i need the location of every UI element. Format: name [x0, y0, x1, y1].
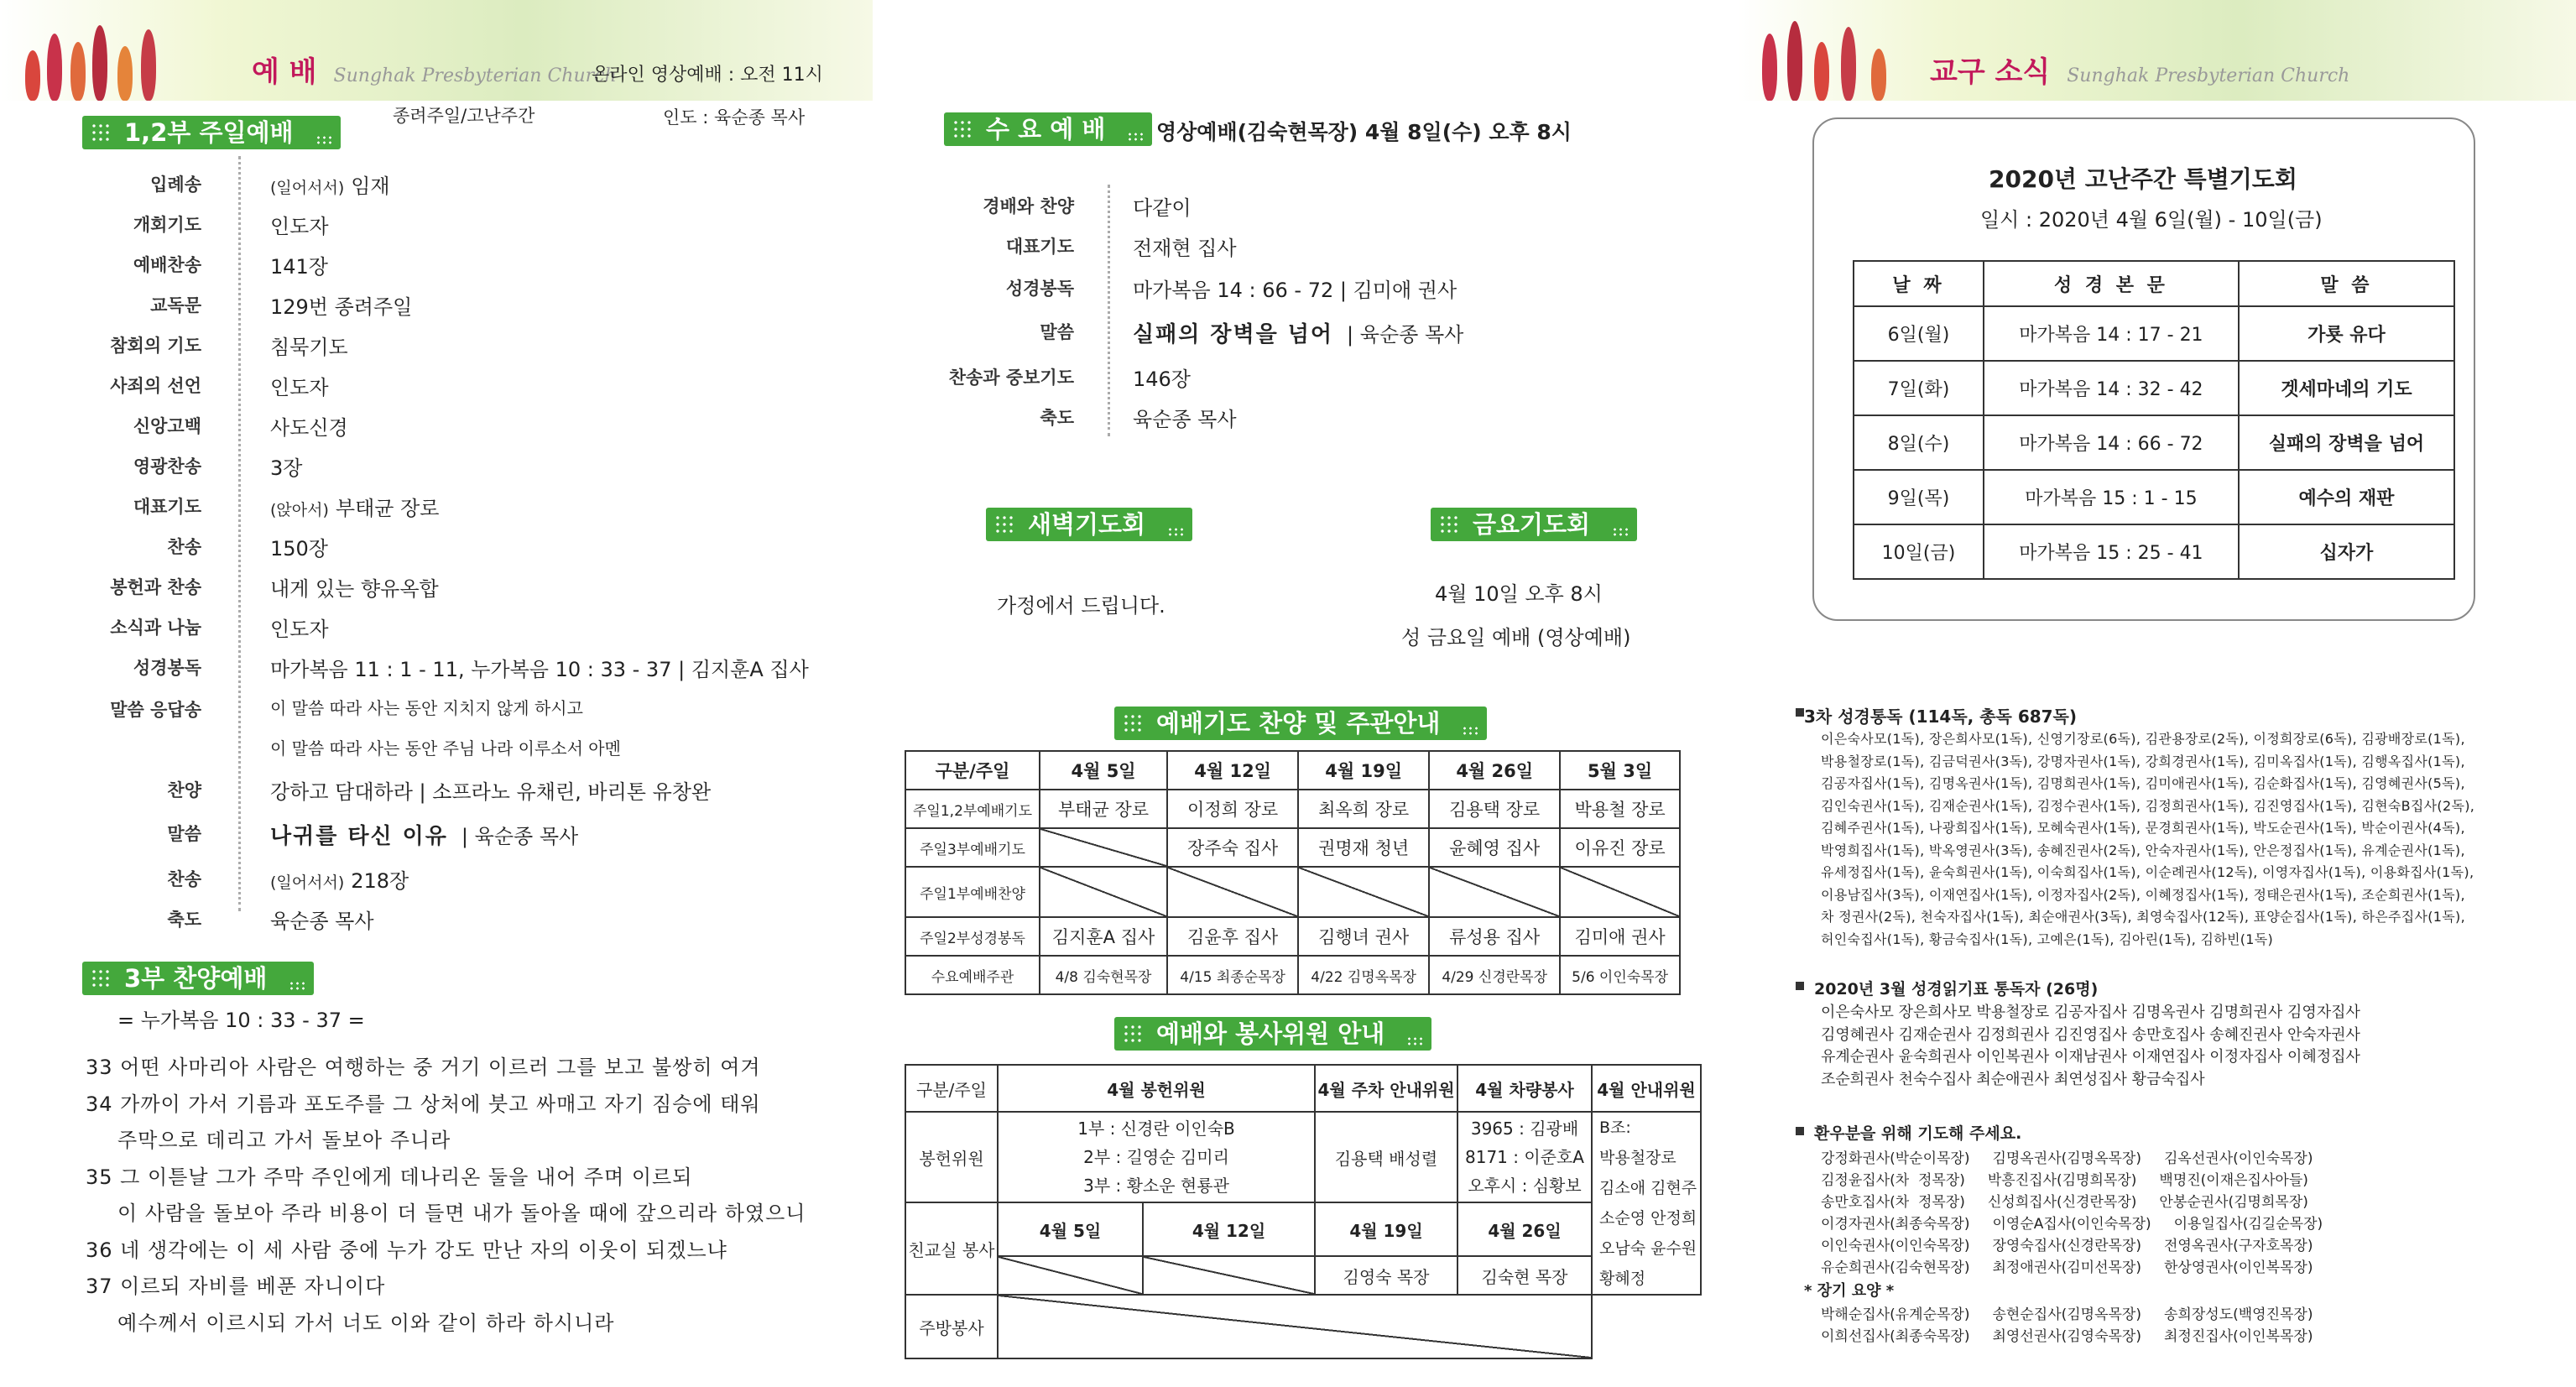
col-offer: 4월 봉헌위원 — [998, 1065, 1315, 1112]
order-label: 예배찬송 — [133, 255, 201, 275]
worship-title: 예 배 Sunghak Presbyterian Church — [252, 55, 617, 89]
order-value — [270, 819, 578, 850]
order-value — [270, 572, 439, 602]
order-text: 인도자 — [270, 618, 329, 641]
table-cell: 김미애 권사 — [1560, 917, 1680, 956]
longterm-heading: * 장기 요양 * — [1804, 1282, 1895, 1300]
wed-text: 실패의 장벽을 넘어 — [1133, 322, 1334, 347]
table-header: 구분/주일 — [905, 751, 1040, 790]
order-label: 영광찬송 — [133, 456, 201, 477]
wed-text: 마가복음 14 : 66 - 72 | 김미애 권사 — [1133, 279, 1457, 302]
bullet-icon — [1796, 708, 1804, 717]
table-cell: 박용철 장로 — [1560, 790, 1680, 828]
section-heading: 3차 성경통독 (114독, 총독 687독) — [1804, 707, 2078, 727]
table-cell: 7일(화) — [1854, 361, 1984, 415]
table-cell: 류성용 집사 — [1429, 917, 1560, 956]
reader-line: 허인숙집사(1독), 황금숙집사(1독), 고예은(1독), 김아린(1독), 김하빈(1독) — [1821, 931, 2274, 947]
order-label: 찬송 — [167, 869, 201, 889]
empty-cell — [1040, 828, 1167, 867]
order-text: 150장 — [270, 537, 328, 561]
order-text: 129번 종려주일 — [270, 295, 413, 319]
special-date: 일시 : 2020년 4월 6일(월) - 10일(금) — [1980, 208, 2323, 232]
table-header: 성 경 본 문 — [1984, 261, 2239, 306]
table-cell: 장주숙 집사 — [1167, 828, 1298, 867]
order-value — [270, 653, 809, 682]
patient-line: 이희선집사(최종숙목장) 최영선권사(김영숙목장) 최정진집사(이인복목장) — [1821, 1328, 2313, 1345]
order-text: 이 말씀 따라 사는 동안 주님 나라 이루소서 아멘 — [270, 738, 621, 759]
part12-banner: 1,2부 주일예배 — [82, 116, 341, 149]
table-header: 4월 26일 — [1429, 751, 1560, 790]
reader-line: 박용철장로(1독), 김금덕권사(3독), 강명자권사(1독), 강희경권사(1독), 김미옥집사(1독), 김행옥집사(1독), — [1821, 753, 2465, 769]
reader-line: 박영희집사(1독), 박옥영권사(3독), 송혜진권사(2독), 안숙자권사(1독), 안은정집사(1독), 유계순권사(1독), — [1821, 842, 2465, 858]
table-cell: 이유진 장로 — [1560, 828, 1680, 867]
dawn-text: 가정에서 드립니다. — [997, 594, 1165, 618]
order-label: 말씀 응답송 — [110, 700, 201, 720]
guide-name: 오남숙 윤수원 — [1599, 1239, 1697, 1258]
verse-line: 예수께서 이르시되 가서 너도 이와 같이 하라 하시니라 — [117, 1311, 615, 1335]
table-cell: 예수의 재판 — [2239, 470, 2454, 524]
wed-value — [1133, 232, 1237, 261]
verse-line: 35 그 이튿날 그가 주막 주인에게 데나리온 둘을 내어 주며 이르되 — [86, 1165, 693, 1189]
special-prayer-table — [1853, 260, 2455, 580]
table-cell: 마가복음 14 : 32 - 42 — [1984, 361, 2239, 415]
col-vehicle: 4월 차량봉사 — [1457, 1065, 1592, 1112]
reader-line: 이은숙사모 장은희사모 박용철장로 김공자집사 김명옥권사 김명희권사 김영자집사 — [1821, 1004, 2360, 1021]
order-label: 찬양 — [167, 780, 201, 800]
wed-text: 다같이 — [1133, 196, 1192, 220]
order-label: 소식과 나눔 — [110, 618, 201, 638]
wed-banner: 수 요 예 배 — [944, 112, 1152, 146]
empty-cell — [1298, 867, 1429, 917]
order-value — [270, 775, 711, 805]
order-value — [270, 290, 412, 320]
section-heading: 2020년 3월 성경읽기표 통독자 (26명) — [1814, 980, 2099, 999]
table-cell: 10일(금) — [1854, 524, 1984, 579]
reader-line: 조순희권사 천숙수집사 최순애권사 최연성집사 황금숙집사 — [1821, 1070, 2205, 1088]
verse-line: 이 사람을 돌보아 주라 비용이 더 들면 내가 돌아올 때에 갚으리라 하였으니 — [117, 1202, 806, 1225]
order-value — [270, 210, 329, 239]
table-header: 4월 19일 — [1298, 751, 1429, 790]
table-cell: 권명재 청년 — [1298, 828, 1429, 867]
wed-value — [1133, 403, 1237, 432]
table-cell: 6일(월) — [1854, 306, 1984, 361]
order-label: 축도 — [167, 910, 201, 930]
table-cell: 주일2부성경봉독 — [905, 917, 1040, 956]
wed-value — [1133, 191, 1192, 221]
table-cell: 마가복음 15 : 25 - 41 — [1984, 524, 2239, 579]
verse-line: 34 가까이 가서 기름과 포도주를 그 상처에 붓고 싸매고 자기 짐승에 태워 — [86, 1092, 761, 1116]
parking-cell: 김용택 배성렬 — [1315, 1112, 1457, 1202]
table-cell: 5/6 이인숙목장 — [1560, 956, 1680, 994]
order-label: 신앙고백 — [133, 416, 201, 436]
guide-name: 황혜정 — [1599, 1270, 1646, 1288]
reader-line: 유세정집사(1독), 윤숙희권사(1독), 이숙희집사(1독), 이순례권사(12독), 이영자집사(1독), 이용화집사(1독), — [1821, 864, 2474, 880]
col-parking: 4월 주차 안내위원 — [1315, 1065, 1457, 1112]
order-text: 침묵기도 — [270, 336, 348, 359]
order-label: 입례송 — [150, 175, 201, 195]
verse-line: 36 네 생각에는 이 세 사람 중에 누가 강도 만난 자의 이웃이 되겠느냐 — [86, 1238, 727, 1262]
wed-value — [1133, 317, 1463, 348]
order-text: 육순종 목사 — [270, 910, 374, 933]
order-value — [270, 905, 374, 934]
order-label: 참회의 기도 — [110, 336, 201, 356]
order-text: 141장 — [270, 255, 328, 279]
order-text-2: | 육순종 목사 — [461, 825, 579, 848]
col-division: 구분/주일 — [905, 1065, 998, 1112]
sunday-name: 종려주일/고난주간 — [393, 106, 535, 126]
empty-cell — [1040, 867, 1167, 917]
guide-name: 소순영 안정희 — [1599, 1209, 1697, 1228]
reader-line: 차 정권사(2독), 천숙자집사(1독), 최순애권사(3독), 최영숙집사(12독), 표양순집사(1독), 하은주집사(1독), — [1821, 909, 2465, 925]
order-text: 218장 — [351, 869, 409, 893]
table-header: 4월 5일 — [1040, 751, 1167, 790]
order-text: 나귀를 타신 이유 — [270, 824, 448, 849]
bullet-icon — [1796, 982, 1804, 990]
table-cell: 4/29 신경란목장 — [1429, 956, 1560, 994]
order-prefix: (일어서서) — [270, 179, 345, 197]
table-cell: 가룟 유다 — [2239, 306, 2454, 361]
patient-line: 송만호집사(차 정목장) 신성희집사(신경란목장) 안봉순권사(김명희목장) — [1821, 1194, 2308, 1211]
service-table — [905, 1064, 1702, 1359]
verse-line: 주막으로 데리고 가서 돌보아 주니라 — [117, 1129, 451, 1152]
section-heading: 환우분을 위해 기도해 주세요. — [1814, 1124, 2022, 1143]
guide-name: B조: — [1599, 1118, 1631, 1137]
patient-line: 박해순집사(유계순목장) 송현순집사(김명옥목장) 송희장성도(백영진목장) — [1821, 1306, 2313, 1323]
online-service: 온라인 영상예배 : 오전 11시 — [592, 65, 823, 86]
table-cell: 최옥희 장로 — [1298, 790, 1429, 828]
table-cell: 마가복음 15 : 1 - 15 — [1984, 470, 2239, 524]
order-value — [270, 532, 328, 561]
wed-value — [1133, 274, 1457, 303]
order-value — [270, 411, 348, 441]
table-cell: 윤혜영 집사 — [1429, 828, 1560, 867]
wed-label: 말씀 — [1040, 322, 1074, 342]
dotted-divider — [238, 156, 241, 911]
table-cell: 부태균 장로 — [1040, 790, 1167, 828]
patient-line: 유순희권사(김숙현목장) 최정애권사(김미선목장) 한상영권사(이인복목장) — [1821, 1259, 2313, 1276]
order-text: 사도신경 — [270, 416, 348, 440]
order-value — [270, 331, 348, 360]
prayer-banner: 예배기도 찬양 및 주관안내 — [1114, 707, 1487, 740]
fellowship-label: 친교실 봉사 — [905, 1202, 998, 1295]
order-value — [270, 169, 390, 199]
friday-banner: 금요기도회 — [1431, 508, 1637, 541]
wed-text: 146장 — [1133, 368, 1191, 391]
table-cell: 김용택 장로 — [1429, 790, 1560, 828]
table-cell: 실패의 장벽을 넘어 — [2239, 415, 2454, 470]
friday-time: 4월 10일 오후 8시 — [1435, 582, 1603, 606]
friday-service: 성 금요일 예배 (영상예배) — [1401, 626, 1631, 649]
service-banner: 예배와 봉사위원 안내 — [1114, 1017, 1431, 1051]
order-prefix: (앉아서) — [270, 501, 329, 519]
empty-cell — [1143, 1256, 1315, 1295]
order-value — [270, 695, 583, 719]
empty-cell — [1560, 867, 1680, 917]
reader-line: 유계순권사 윤숙희권사 이인복권사 이재남권사 이재연집사 이정자집사 이혜정집사 — [1821, 1048, 2360, 1066]
part3-reference: = 누가복음 10 : 33 - 37 = — [117, 1009, 365, 1032]
order-text: 강하고 담대하라 | 소프라노 유채린, 바리톤 유창완 — [270, 780, 712, 804]
wed-label: 대표기도 — [1005, 237, 1074, 257]
leader: 인도 : 육순종 목사 — [663, 107, 806, 128]
table-cell: 마가복음 14 : 66 - 72 — [1984, 415, 2239, 470]
table-cell: 김윤후 집사 — [1167, 917, 1298, 956]
order-text: 내게 있는 향유옥합 — [270, 577, 439, 601]
bullet-icon — [1796, 1127, 1804, 1135]
wed-label: 축도 — [1040, 408, 1074, 428]
order-text: 인도자 — [270, 215, 329, 238]
table-cell: 수요예배주관 — [905, 956, 1040, 994]
order-text: 이 말씀 따라 사는 동안 지치지 않게 하시고 — [270, 698, 583, 718]
kitchen-label: 주방봉사 — [905, 1295, 998, 1358]
reader-line: 이은숙사모(1독), 장은희사모(1독), 신영기장로(6독), 김관용장로(2독), 이정희장로(6독), 김광배장로(1독), — [1821, 731, 2465, 747]
guide-name: 김소애 김현주 — [1599, 1179, 1697, 1197]
date-header: 4월 19일 — [1315, 1202, 1457, 1256]
reader-line: 김공자집사(1독), 김명옥권사(1독), 김명희권사(1독), 김미애권사(1독), 김순화집사(1독), 김영혜권사(5독), — [1821, 775, 2465, 791]
empty-cell — [1429, 867, 1560, 917]
wed-info: 영상예배(김숙현목장) 4월 8일(수) 오후 8시 — [1156, 120, 1572, 144]
table-cell: 4/22 김명옥목장 — [1298, 956, 1429, 994]
wed-label: 찬송과 중보기도 — [948, 368, 1074, 388]
vehicle-cell: 3965 : 김광배 8171 : 이준호A 오후시 : 심황보 — [1457, 1112, 1592, 1202]
order-value — [270, 613, 329, 642]
guide-cell — [1592, 1112, 1701, 1295]
table-cell: 주일1부예배찬양 — [905, 867, 1040, 917]
order-text: 마가복음 11 : 1 - 11, 누가복음 10 : 33 - 37 | 김지훈A 집사 — [270, 658, 809, 681]
table-cell: 4/15 최종순목장 — [1167, 956, 1298, 994]
wed-text: 육순종 목사 — [1133, 408, 1237, 431]
fellowship-cell: 김영숙 목장 — [1315, 1256, 1457, 1295]
table-cell: 십자가 — [2239, 524, 2454, 579]
order-value — [270, 371, 329, 400]
wed-value — [1133, 362, 1191, 392]
order-label: 말씀 — [167, 824, 201, 844]
dawn-banner: 새벽기도회 — [986, 508, 1192, 541]
order-text: 부태균 장로 — [335, 497, 440, 520]
table-cell: 8일(수) — [1854, 415, 1984, 470]
wed-text-2: | 육순종 목사 — [1347, 323, 1464, 347]
verse-line: 33 어떤 사마리아 사람은 여행하는 중 거기 이르러 그를 보고 불쌍히 여겨 — [86, 1056, 761, 1079]
order-text: 인도자 — [270, 376, 329, 399]
order-label: 봉헌과 찬송 — [110, 577, 201, 597]
table-cell: 주일1,2부예배기도 — [905, 790, 1040, 828]
offer-cell: 1부 : 신경란 이인숙B 2부 : 길영순 김미리 3부 : 황소운 현룡관 — [998, 1112, 1315, 1202]
order-value — [270, 250, 328, 279]
reader-line: 이용남집사(3독), 이재연집사(1독), 이정자집사(2독), 이혜정집사(1독), 정태은권사(1독), 조순희권사(1독), — [1821, 886, 2465, 903]
order-text: 3장 — [270, 456, 303, 480]
reader-line: 김인숙권사(1독), 김재순권사(1독), 김정수권사(1독), 김정희권사(1독), 김진영집사(1독), 김현숙B집사(2독), — [1821, 797, 2475, 814]
order-value — [270, 735, 621, 759]
table-cell: 김행녀 권사 — [1298, 917, 1429, 956]
table-header: 말 씀 — [2239, 261, 2454, 306]
table-header: 5월 3일 — [1560, 751, 1680, 790]
date-header: 4월 12일 — [1143, 1202, 1315, 1256]
patient-line: 강정화권사(박순이목장) 김명옥권사(김명옥목장) 김옥선권사(이인숙목장) — [1821, 1150, 2313, 1167]
empty-cell — [998, 1256, 1143, 1295]
order-label: 성경봉독 — [133, 658, 201, 678]
order-label: 교독문 — [150, 295, 201, 315]
patient-line: 이경자권사(최종숙목장) 이영순A집사(이인숙목장) 이용일집사(김길순목장) — [1821, 1216, 2323, 1233]
parish-news-title: 교구 소식 Sunghak Presbyterian Church — [1930, 55, 2350, 89]
reader-line: 김영혜권사 김재순권사 김정희권사 김진영집사 송만호집사 송혜진권사 안숙자권사 — [1821, 1025, 2360, 1044]
order-label: 대표기도 — [133, 497, 201, 517]
table-cell: 9일(목) — [1854, 470, 1984, 524]
order-value — [270, 492, 439, 521]
wed-label: 경배와 찬양 — [983, 196, 1074, 216]
table-header: 날 짜 — [1854, 261, 1984, 306]
date-header: 4월 5일 — [998, 1202, 1143, 1256]
table-cell: 이정희 장로 — [1167, 790, 1298, 828]
table-header: 4월 12일 — [1167, 751, 1298, 790]
empty-cell — [998, 1295, 1592, 1358]
table-cell: 겟세마네의 기도 — [2239, 361, 2454, 415]
table-cell: 주일3부예배기도 — [905, 828, 1040, 867]
empty-cell — [1167, 867, 1298, 917]
special-title: 2020년 고난주간 특별기도회 — [1989, 165, 2297, 193]
order-value — [270, 451, 302, 481]
wed-label: 성경봉독 — [1005, 279, 1074, 299]
reader-line: 김혜주권사(1독), 나광희집사(1독), 모혜숙권사(1독), 문경희권사(1독), 박도순권사(1독), 박순이권사(4독), — [1821, 820, 2465, 836]
dotted-divider — [1108, 185, 1110, 436]
wed-text: 전재현 집사 — [1133, 237, 1237, 260]
table-cell: 4/8 김숙현목장 — [1040, 956, 1167, 994]
guide-name: 박용철장로 — [1599, 1149, 1676, 1167]
date-header: 4월 26일 — [1457, 1202, 1592, 1256]
verse-line: 37 이르되 자비를 베푼 자니이다 — [86, 1275, 386, 1298]
col-guide: 4월 안내위원 — [1592, 1065, 1701, 1112]
order-label: 개회기도 — [133, 215, 201, 235]
patient-line: 이인숙권사(이인숙목장) 장영숙집사(신경란목장) 전영옥권사(구자호목장) — [1821, 1238, 2313, 1254]
table-cell: 김지훈A 집사 — [1040, 917, 1167, 956]
prayer-table — [905, 750, 1681, 995]
order-text: 임재 — [351, 175, 390, 198]
order-label: 찬송 — [167, 537, 201, 557]
order-prefix: (일어서서) — [270, 873, 345, 892]
patient-line: 김정윤집사(차 정목장) 박흥진집사(김명희목장) 백명진(이재은집사아들) — [1821, 1172, 2308, 1189]
part3-banner: 3부 찬양예배 — [82, 962, 314, 995]
order-label: 사죄의 선언 — [110, 376, 201, 396]
order-value — [270, 864, 409, 894]
offer-label: 봉헌위원 — [905, 1112, 998, 1202]
fellowship-cell: 김숙현 목장 — [1457, 1256, 1592, 1295]
table-cell: 마가복음 14 : 17 - 21 — [1984, 306, 2239, 361]
